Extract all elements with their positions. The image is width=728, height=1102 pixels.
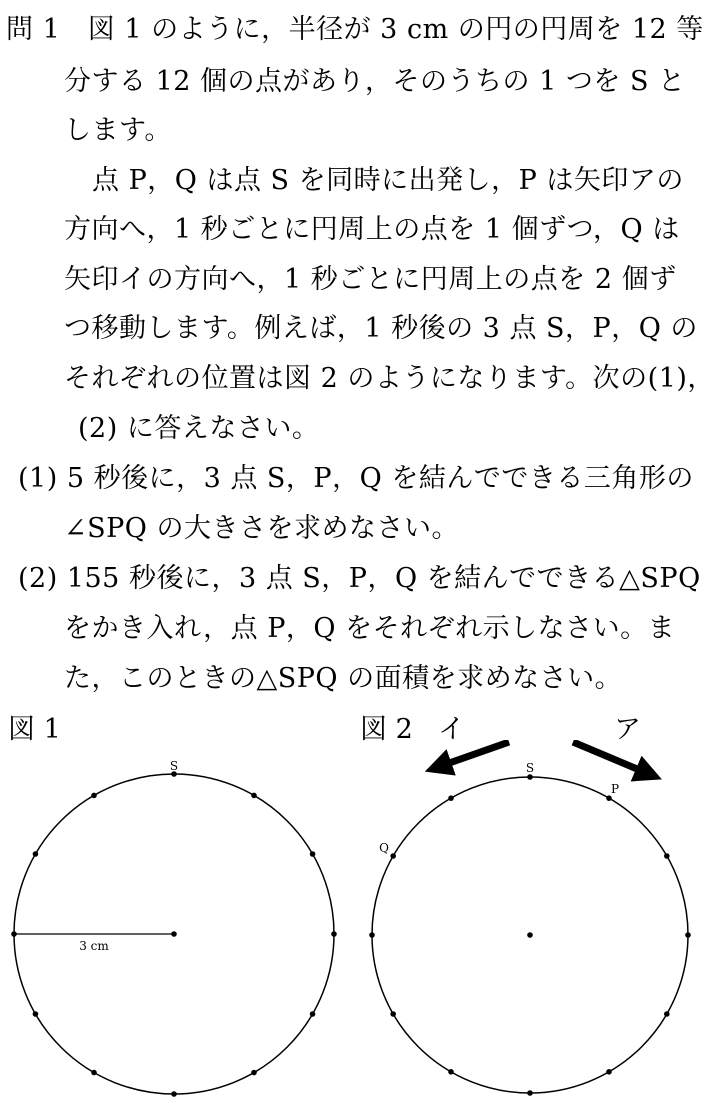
figure-2-point-9 [390, 1011, 396, 1017]
figure-2-point-4 [685, 932, 691, 938]
figure-2-label: 図 2 [360, 714, 413, 745]
figure-2-center-point [527, 932, 533, 938]
subquestion-2-line-2: をかき入れ，点 P，Q をそれぞれ示しなさい。ま [64, 613, 676, 644]
figure-1-point-12 [91, 793, 97, 799]
figure-2-point-2 [606, 795, 612, 801]
figures-svg [0, 740, 728, 1102]
figure-2-point-5 [664, 1011, 670, 1017]
figure-2-point-6 [606, 1069, 612, 1075]
problem-line-1: 問 1 図 1 のように，半径が 3 cm の円の円周を 12 等 [6, 14, 704, 45]
figure-1-point-5 [310, 1011, 316, 1017]
problem-line-2: 分する 12 個の点があり，そのうちの 1 つを S と [64, 66, 686, 97]
figure-1-point-11 [33, 851, 39, 857]
figure-2-point-3 [664, 853, 670, 859]
figure-2-point-s-label: S [525, 761, 535, 775]
figure-1-point-8 [91, 1070, 97, 1076]
figure-1-radius-label: 3 cm [79, 939, 109, 953]
figure-1-point-2 [251, 793, 257, 799]
subquestion-2-line-3: た，このときの△SPQ の面積を求めなさい。 [64, 663, 623, 694]
figure-2-point-q-label: Q [379, 841, 389, 855]
arrow-a-label: ア [614, 714, 641, 745]
figure-1-point-6 [251, 1070, 257, 1076]
figure-1-label: 図 1 [8, 714, 61, 745]
figure-2-point-1 [527, 774, 533, 780]
problem-line-9: (2) に答えなさい。 [78, 413, 320, 444]
figure-1-point-10 [11, 931, 17, 937]
problem-line-8: それぞれの位置は図 2 のようになります。次の(1)， [64, 363, 715, 394]
figure-2-point-10 [369, 932, 375, 938]
figure-1-point-9 [33, 1011, 39, 1017]
subquestion-2-line-1: (2) 155 秒後に，3 点 S，P，Q を結んでできる△SPQ [18, 563, 701, 594]
arrow-i-icon [438, 742, 509, 767]
problem-line-3: します。 [64, 115, 172, 146]
figure-1-point-3 [310, 851, 316, 857]
problem-line-6: 矢印イの方向へ，1 秒ごとに円周上の点を 2 個ず [64, 264, 677, 295]
figure-2-point-8 [448, 1069, 454, 1075]
arrow-i-label: イ [438, 714, 465, 745]
figure-1 [11, 759, 337, 1097]
figure-1-point-4 [331, 931, 337, 937]
figure-1-point-7 [171, 1091, 177, 1097]
problem-line-7: つ移動します。例えば，1 秒後の 3 点 S，P，Q の [64, 313, 698, 344]
arrow-a-icon [573, 742, 649, 774]
figure-1-point-s-label: S [169, 759, 179, 773]
figure-2-point-12 [448, 795, 454, 801]
problem-line-5: 方向へ，1 秒ごとに円周上の点を 1 個ずつ，Q は [64, 214, 680, 245]
figure-2-point-p-label: P [610, 782, 620, 796]
figure-2-point-11 [390, 853, 396, 859]
subquestion-1-line-1: (1) 5 秒後に，3 点 S，P，Q を結んでできる三角形の [18, 463, 694, 494]
figure-1-center-point [171, 931, 177, 937]
figure-2 [369, 742, 691, 1096]
problem-line-4: 点 P，Q は点 S を同時に出発し，P は矢印アの [92, 165, 684, 196]
figure-2-point-7 [527, 1090, 533, 1096]
subquestion-1-line-2: ∠SPQ の大きさを求めなさい。 [64, 513, 460, 544]
